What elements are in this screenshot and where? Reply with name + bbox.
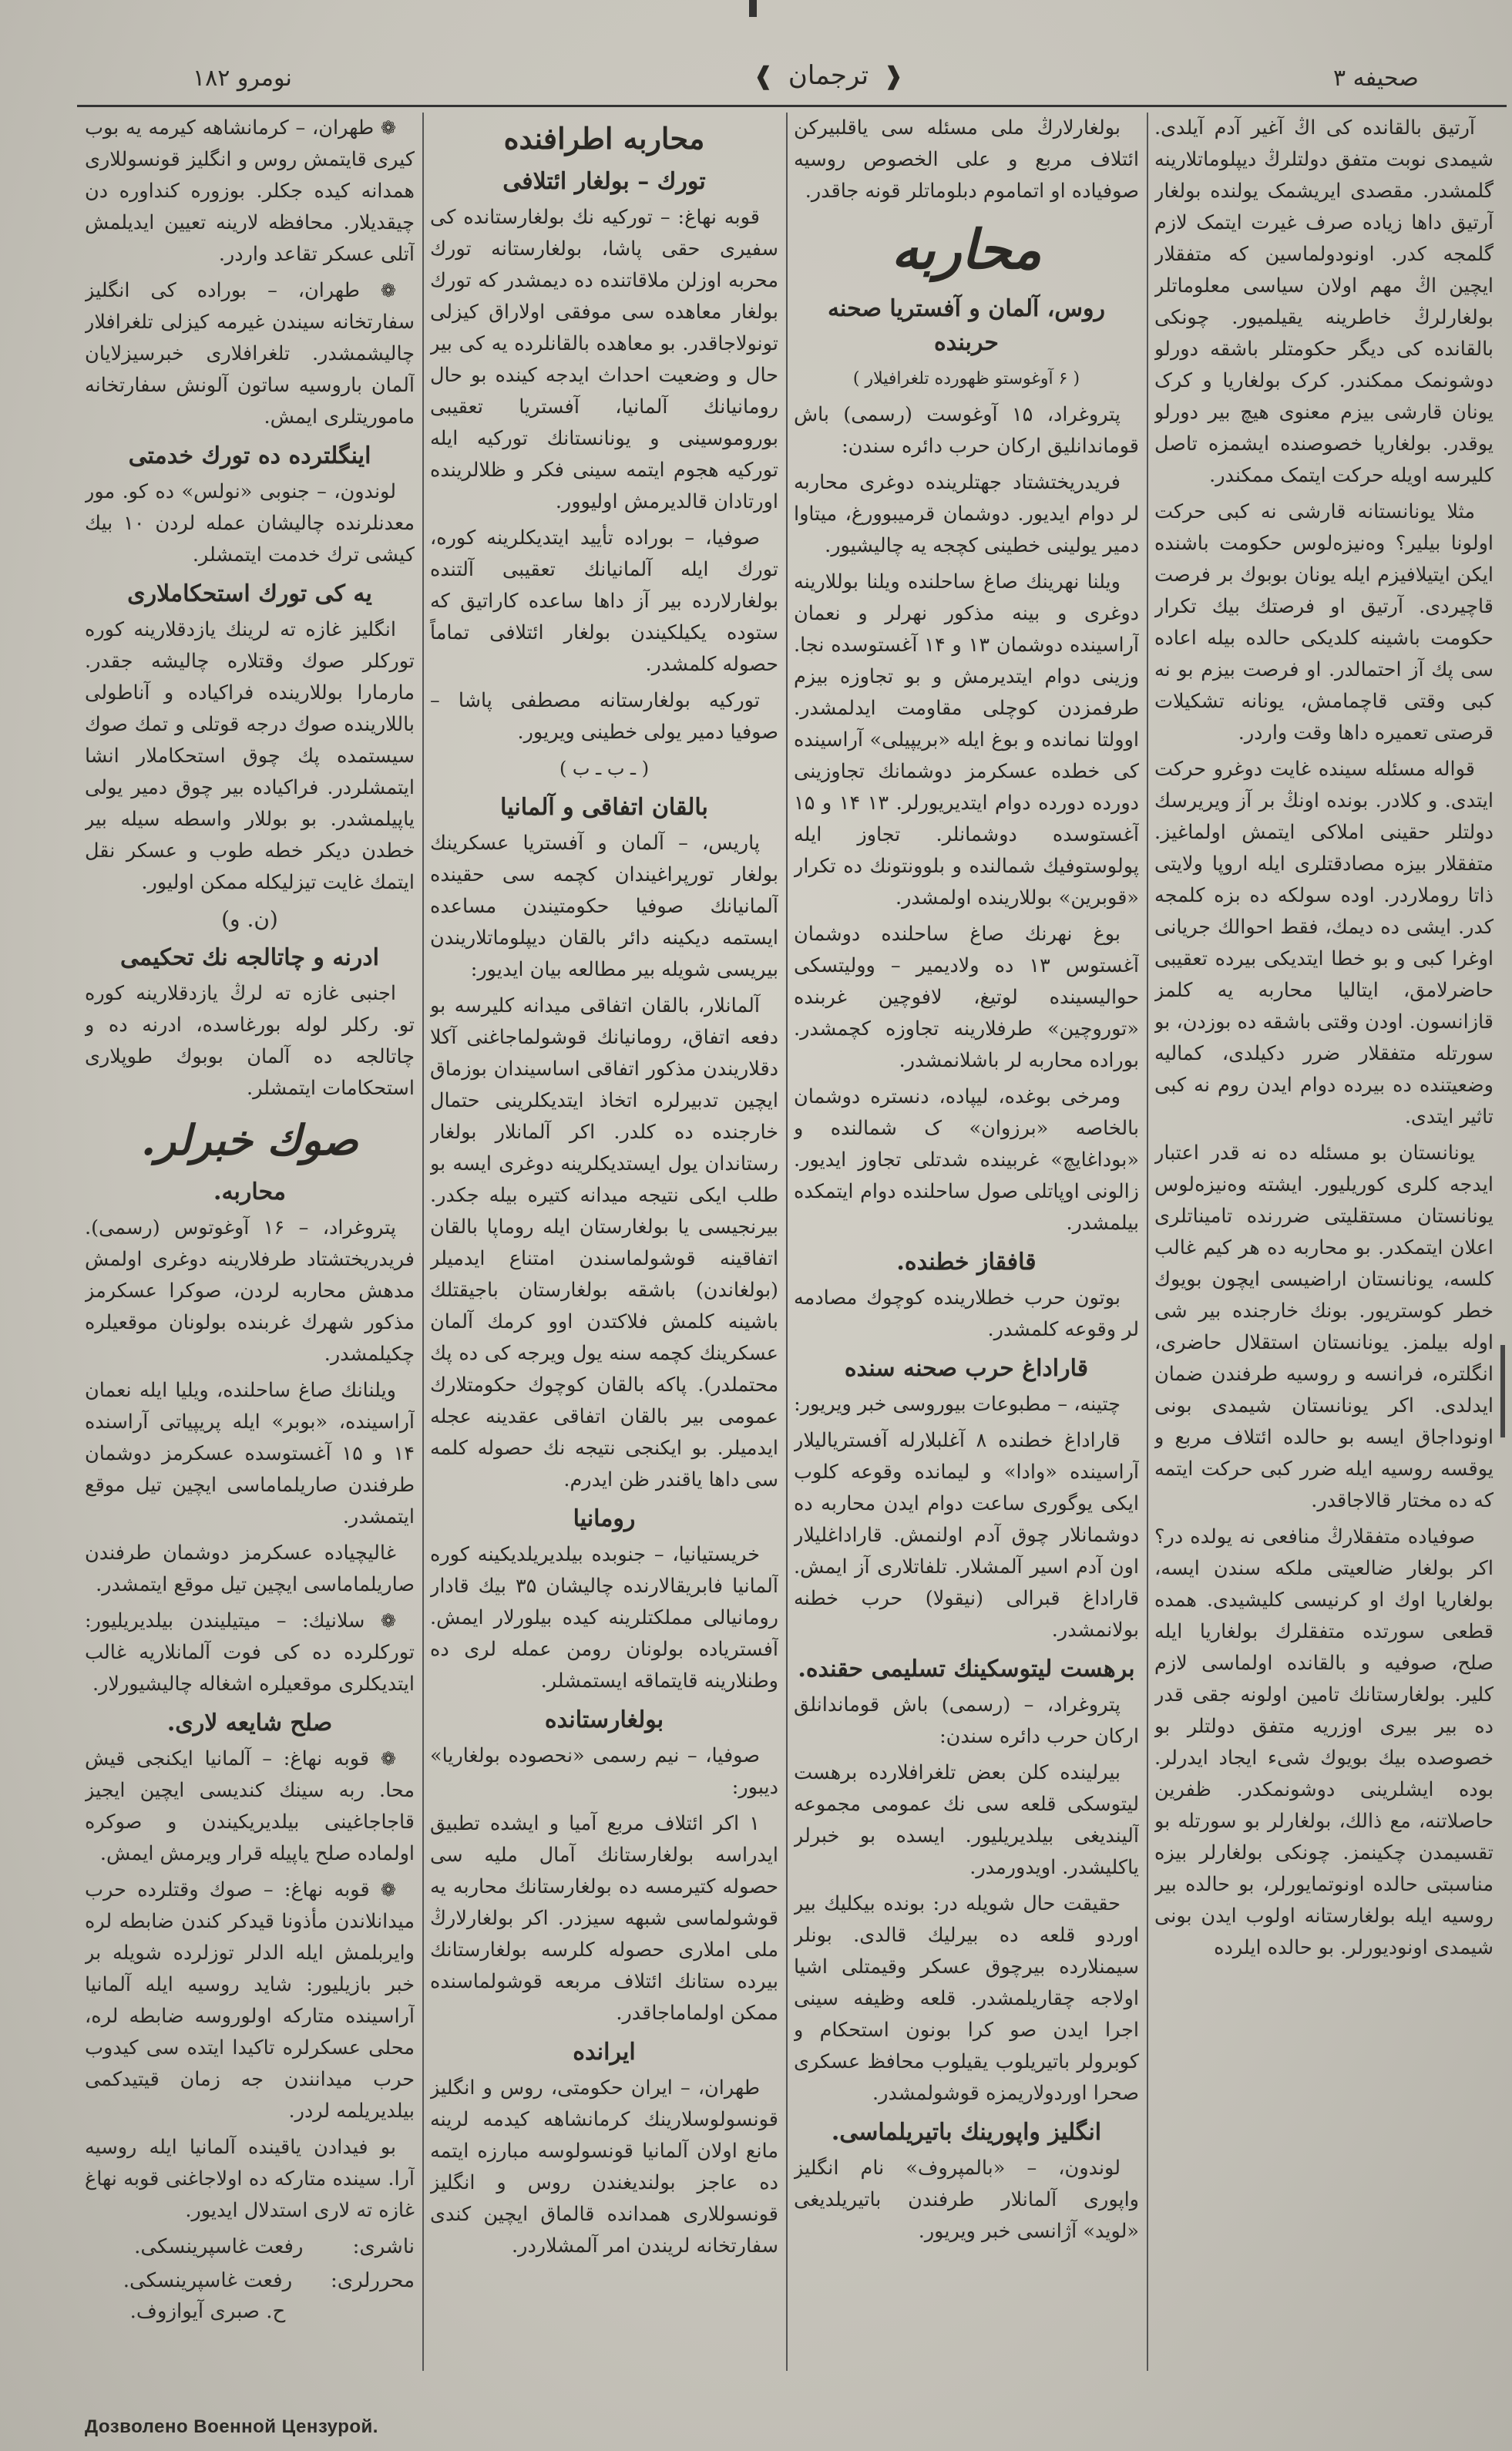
paragraph: آلمانلار، بالقان اتفاقی میدانه کلیرسه بو دفعه اتفاق، رومانیانك قوشولماجاغنی آکلا دقلاریندن مذکور اتفاقی اساسیندان بوزماق ایچین تدبیرلره اتخاذ ایتدیکلرینی حتمال خارجنده ده کلدر. اکر آلمانلار بولغار رستاندان یول ایستدیکلرینه دوغری ایسه بو طلب ایکی نتیجه میدانه کتیره بیله جکدر. بیرنجیسی یا بولغارستان ایله روماپا بالقان اتفاقینه قوشولماسندن امتناع ایدمیلر (بولغاندن) باشقه بولغارستان باجیقتلك باشینه کلمش فلاکتدن اوو کرمك آلمان عسکرینك کچمه سنه یول ویرجه کی ده پك محتملدر). پاکه بالقان کوچوك حکومتلارك عمومی بیر بالقان اتفاقی عقدینه عجله ایدمیلر. بو ایکنجی نتیجه نك حصوله کلمه سی داها یاقندر ظن ایدرم. (430, 994, 778, 1491)
censor-note: Дозволено Военной Цензурой. (85, 2416, 378, 2437)
editors-label: محررلری: (331, 2269, 415, 2292)
publisher-label: ناشری: (352, 2235, 415, 2258)
paragraph: صوفیا، – نیم رسمی «نحصوده بولغاریا» دیبور: (430, 1744, 778, 1799)
floral-bullet-icon: ❁ (380, 1879, 396, 1901)
paragraph: مثلا یونانستانه قارشی نه کبی حرکت اولونا بیلیر؟ وەنیزەلوس حکومت باشنده ایکن ایتیلافیزم ایله یونان بوبوك بر فرصت قاچیردی. آرتیق او فرصتك بیك تکرار حکومت باشینه کلدیکی حالده بیله اعاده سی پك آز احتمالدر. او فرصت بیزم بو نه کبی وقتی قاچمامش، یونانه تشکیلات قرصتی تعمیره داها وقت واردر. (1154, 500, 1494, 745)
section-title-latest-news: صوك خبرلر. (141, 1115, 358, 1165)
page-label: صحیفه ۳ (1333, 65, 1419, 92)
paragraph: پتروغراد، ۱۵ آوغوست (رسمی) باش قوماندانلیق ارکان حرب دائره سندن: (794, 403, 1139, 458)
paragraph (85, 1874, 415, 2127)
paragraph: قوبه نهاغ: – تورکیه نك بولغارستانده کی سفیری حقی پاشا، بولغارستانه تورك محربه اوزلن ملاقاتنده ده دیمشدر که تورك بولغار معاهده سی موفقی اولاراق کیزلی تونولاجاقدر. بو معاهده بالقانلرده یه کی بیر حال و وضعیت احداث ایدجه کینده بو حال رومانیانك آلمانیا، آفستریا تعقیبی بوروموسینی و یونانستانك تورکیه ایله تورکیه هجوم ایتمه سینی فکر و ظلالرینده اورتادان قالدیرمش اولیوور. (430, 206, 778, 513)
paragraph: طهران، – ایران حکومتی، روس و انگلیز قونسولوسلارینك کرمانشاهه کیدمه لرینه مانع اولان آلمانیا قونسولوسه مبارزه ایتمه ده عاجز بولندیغندن روس و انگلیز قونسوللاری همدانده قالماق ایچین کندی سفارتخانه لریندن امر آلمشلاردر. (430, 2076, 778, 2258)
paragraph: بیرلینده کلن بعض تلغرافلارده برهست ليتوسكی قلعه سی نك عمومی مجموعه آلینديغی بیلدیریلیور. ایسده بو خبرلر یاکلیشدر. اویدورمدر. (794, 1761, 1139, 1879)
column-divider (422, 113, 424, 2371)
paragraph: چتینه، – مطبوعات بیوروسی خبر ویریور: (794, 1393, 1121, 1416)
paragraph: یونانستان بو مسئله ده نه قدر اعتبار ایدجه کلری کوریلیور. ایشته وەنیزەلوس یونانستان مستقلیتی ضررنده تامیناتلری اعلان ایتمکدر. بو محاربه ده هر کیم غالب کلسه، یونانستان اراضیسی ایچون بویوك خطر کوستریور. بونك خارجنده بیر شی اوله بیلمز. یونانستان استقلال حاضری، انگلتره، فرانسه و روسیه طرفندن ضمان ایدلدی. اکر یونانستان شیمدی بونی اونوداجاق ایسه بو حالده ائتلاف مربع و یوقسه روسیه ایله ضرر کبی حرکت ایتمه که ده مختار قالاجاقدر. (1154, 1141, 1494, 1512)
headline: یه کی تورك استحکاملاری (127, 580, 372, 607)
headline: ایرانده (573, 2039, 636, 2066)
column-1 (1154, 113, 1494, 2359)
paragraph: بوتون حرب خطلارینده کوچوك مصادمه لر وقوعه کلمشدر. (794, 1286, 1139, 1341)
column-divider (1147, 113, 1148, 2371)
paragraph: حقیقت حال شویله در: بونده بیکلیك بیر اوردو قلعه ده بیرلیك قالدی. بونلر سیمنلارده بیرچوق عسکر وقیمتلی اشیا اولاجه چقاریلمشدر. قلعه وظیفه سینی اجرا ایدن صو کرا بونون استحکام و کوبرولر باتیریلوب یقیلوب محافظ عسکری صحرا اوردولاریمزه قوشولمشدر. (794, 1892, 1139, 2105)
header-rule (77, 105, 1507, 107)
paragraph: بوغ نهرنك صاغ ساحلنده دوشمان آغستوس ۱۳ ده ولادیمیر – وولیتسکی حوالیسینده لوتیغ، لافوچین غربنده «توروچین» طرفلارینه تجاوزه کچمشدر. بوراده محاربه لر باشلانمشدر. (794, 923, 1139, 1072)
paragraph (85, 1743, 415, 1870)
headline-main: محاربه اطرافنده (503, 121, 705, 156)
newspaper-name-text: ترجمان (788, 60, 869, 91)
paragraph: خریستیانیا، – جنوبده بیلدیریلدیکینه کوره آلمانیا فابریقالارنده چالیشان ۳۵ بیك قادار رومانیالی مملکتلرینه کیده بیلورلار ایمش. آفستریاده بولونان رومن عمله لری ده وطنلارینه قایتماقه ایستمشلر. (430, 1543, 778, 1693)
paragraph-text: طهران، – کرمانشاهه کیرمه یه بوب کیری قایتمش روس و انگلیز قونسوللاری همدانه کیده جکلر. بوزوره کنداوره دن چیقدیلار. محافظه لارینه تعیین ایدیلمش آتلی عسکر تقاعد واردر. (85, 116, 415, 266)
headline: تورك – بولغار ائتلافی (502, 168, 706, 195)
page-header (77, 54, 1512, 100)
floral-bullet-icon: ❁ (380, 1610, 397, 1632)
headline: رومانیا (573, 1505, 636, 1532)
paragraph: پاریس، – آلمان و آفستریا عسکرینك بولغار تورپراغیندان کچمه سی حقینده آلمانیانك صوفیا حکومتیندن مساعده ایستمه دیکینه دائر بالقان دیپلوماتلاریندن بیریسی شویله بیر مطالعه بیان ایدیور: (430, 832, 778, 981)
column-divider (786, 113, 788, 2371)
paragraph: پتروغراد، – ۱۶ آوغوتوس (رسمی). فریدریختشتاد طرفلارینه دوغری اولمش مدهش محاربه لردن، صوکرا عسکرمز مذکور شهرك غربنده بولونان موقعیلره چکیلمشدر. (85, 1216, 415, 1366)
floral-bullet-icon: ❁ (380, 1748, 396, 1770)
paragraph (85, 113, 415, 271)
paragraph: ومرخی بوغده، لیپاده، دنستره دوشمان بالخاصه «برزوان» ک شمالنده و «بوداغایچ» غربینده شدتلی تجاوز ایدیور. زالونی اوپاتلی صول ساحلنده دوام ایتمکده بیلمشدر. (794, 1085, 1139, 1235)
paragraph: تورکیه بولغارستانه مصطفی پاشا – صوفیا دمیر یولی خطینی ویریور. (430, 689, 778, 744)
floral-bullet-icon: ❁ (380, 117, 397, 139)
newspaper-name (736, 59, 921, 97)
column-3 (430, 113, 778, 2359)
headline: ادرنه و چاتالجه نك تحکیمی (120, 944, 379, 971)
headline: قافقاز خطنده. (896, 1249, 1037, 1276)
paragraph: پتروغراد، – (رسمی) باش قوماندانلق ارکان حرب دائره سندن: (794, 1693, 1139, 1748)
subheadline: ( ۶ آوغوستو ظهورده تلغرافیلار ) (852, 369, 1080, 388)
headline: اینگلترده ده تورك خدمتی (128, 442, 371, 469)
paragraph: انگلیز غازه ته لرینك یازدقلارینه کوره تورکلر صوك وقتلاره چالیشه جقدر. مارمارا بوللارینده فراکیاده و آناطولی باللارینده صوك درجه قوتلی و تمك صوك سیستمده پك چوق استحکاملار انشا ایتمشلردر. فراکیاده بیر چوق دمیر یولی یاپیلمشدر. بو بوللار واسطه سیله بیر خطدن دیکر خطه طوب و عسکر نقل ایتمك غایت تیزلیکله ممکن اولیور. (85, 618, 415, 894)
floral-bullet-icon: ❁ (380, 280, 396, 301)
paragraph: لوندون، – «بالمپروف» نام انگلیز واپوری آلمانلار طرفندن باتیریلدیغی «لوید» آژانسی خبر ویریور. (794, 2157, 1139, 2243)
publisher-row (85, 2231, 415, 2262)
paragraph-text: طهران، – بوراده کی انگلیز سفارتخانه سیندن غیرمه کیزلی تلغرافلار چالیشمشدر. تلغرافلاری خبرسیزلایان آلمان باروسیه ساتون آلونش سفارتخانه ماموریتلری ایمش. (85, 279, 415, 429)
paragraph: بو فیدادن یاقینده آلمانیا ایله روسیه آرا. سینده متارکه ده اولاجاغنی قوبه نهاغ غازه ته لاری استدلال ایدیور. (85, 2136, 415, 2222)
signature: (ن. و) (221, 906, 278, 932)
headline: محاربه. (213, 1178, 286, 1205)
separator: ( ـ ب ـ ب ) (559, 758, 650, 779)
publisher-name: رفعت غاسپرینسکی. (134, 2235, 304, 2258)
ornament-right-icon: ❱ (882, 61, 904, 90)
paragraph: صوفیا، – بوراده تأیید ایتدیکلرینه کوره، تورك ایله آلمانیانك تعقیبی آلتنده بولغارلارده بیر آز داها ساعده کاراتیق که ستوده یکیلکیندن بولغار ائتلافی تماماً حصوله کلمشدر. (430, 526, 778, 676)
paragraph-text: قوبه نهاغ: – آلمانیا ایکنجی قیش محا. ربه سینك کندیسی ایچین ایجیز قاجاجاغینی بیلدیریکیندن و صوکره اولماده صلح یاپیله قرار ویرمش ایمش. (85, 1747, 415, 1865)
headline: بالقان اتفاقی و آلمانیا (500, 794, 708, 821)
paragraph: قاراداغ خطنده ۸ آغلبلارله آفستریالیلار آراسینده «وادا» و لیمانده وقوعه کلوب ایکی یوگوری ساعت دوام ایدن محاربه ده دوشمانلار چوق آدم اولنمش. قاراداغلیلار اون آدم اسیر آلمشلار. تلفاتلاری آز ایمش. قاراداغ قبرالی (نیقولا) حرب خطنه بولانمشدر. (794, 1429, 1139, 1642)
editor-name: ح. صبری آیوازوف. (129, 2300, 286, 2323)
paragraph: ویلنا نهرینك صاغ ساحلنده ویلنا بوللارینه دوغری و بینه مذکور نهرلر و نعمان آراسینده دوشمان ۱۳ و ۱۴ آغستوسده نجا. وزینی دوام ایتدیرمش و بو تجاوزه بیزم طرفمزدن کوچلی مقاومت ایدلمشدر. اوولتا نمانده و بوغ ایله «بریپیلی» آراسینده کی خطده عسکرمز دوشمانك تجاوزینی دورده دورده دوام ایتدیریورلر. ۱۳ ۱۴ و ۱۵ آغستوسده دوشمانلر. تجاوز ایله پولوستوفیك شمالنده و بلوونتونك ده تکرار «قوبرین» بوللارینده اولمشدر. (794, 570, 1139, 909)
section-title-war: محاربه (891, 217, 1042, 281)
headline: قاراداغ حرب صحنه سنده (844, 1355, 1089, 1382)
paragraph-text: سلانیك: – میتیلیندن بیلدیریلیور: تورکلرده ده کی فوت آلمانلاریه غالب ایتدیکلری موقعیلره اشغاله چالیشیورلار. (85, 1609, 415, 1696)
paragraph: ۱ اکر ائتلاف مربع آمیا و ایشده تطبیق ایدراسه بولغارستانك آمال ملیه سی حصوله کتیرمسه ده بولغارستانك محاربه یه قوشولماسی شبهه سیزدر. اکر بولغارلارڭ ملی املاری حصوله کلرسه بولغارستانك بیرده ستانك ائتلاف مربعه قوشولماسنده ممکن اولماماجاقدر. (430, 1812, 778, 2025)
column-2 (794, 113, 1139, 2359)
paragraph: لوندون، – جنوبی «نولس» ده کو. مور معدنلرنده چالیشان عمله لردن ۱۰ بیك کیشی ترك خدمت ایتمشلر. (85, 480, 415, 567)
paragraph: بولغارلارڭ ملی مسئله سی یاقلبیرکن ائتلاف مربع و علی الخصوص روسیه صوفیاده او اتماموم دبلوماتلر قونه جاقدر. (794, 116, 1139, 203)
headline: صلح شایعه لاری. (166, 1710, 333, 1737)
paragraph-text: قوبه نهاغ: – صوك وقتلرده حرب میدانلاندن مأذونا قیدکر کندن ضابطه لره وایربلمش ایله الدلر توزلرده شویله بر خبر بازیلیور: شاید روسیه ایله آلمانیا آراسینده متارکه اولوروسه ضابطه لره، محلی عسکرلره تاکیدا ایتده سی کیدوب حرب میدانندن جه زمان قیتیدکمی بیلدیریلمه لردر. (85, 1878, 415, 2123)
column-4 (85, 113, 415, 2359)
headline: انگلیز واپورینك باتیریلماسی. (831, 2119, 1102, 2146)
headline: بولغارستانده (544, 1706, 664, 1733)
editors-names (85, 2265, 331, 2327)
headline: برهست ليتوسكينك تسليمی حقنده. (798, 1656, 1135, 1683)
paragraph (85, 1605, 415, 1700)
page-top-mark (749, 0, 757, 17)
paragraph: ویلنانك صاغ ساحلنده، ویلیا ایله نعمان آراسینده، «بوبر» ایله پریپیاتی آراسنده ۱۴ و ۱۵ آغستوسده عسکرمز دوشمان طرفندن صاریلماماسی ایچین تیل موقع ایتمشدر. (85, 1379, 415, 1528)
headline: روس، آلمان و آفستریا صحنه حربنده (827, 295, 1106, 356)
margin-mark (1500, 1345, 1505, 1437)
paragraph: اجنبی غازه ته لرڭ یازدقلارینه کوره تو. رکلر لوله بورغاسده، ادرنه ده و چاتالجه ده آلمان بوبوك طوپلاری استحکامات ایتمشلر. (85, 982, 415, 1100)
paragraph: غالیچیاده عسکرمز دوشمان طرفندن صاریلماماسی ایچین تیل موقع ایتمشدر. (85, 1542, 415, 1596)
paragraph: قواله مسئله سینده غایت دوغرو حرکت ایتدی. و کلادر. بونده اونڭ بر آز ویریرسك دولتلر حقینی املاکی ایتمش اولماغیز. متفقلار بیزه مصادقتلری ایله اروپا ولایتی ذاتا روملاردر. اوده سولکه ده بزه کلمجه کدر. ایشی ده دیمك، فقط احوالك جریانی اوغرا کبی و بو خطا ایتدیکی بیرده تعقیبی حاضرلامق، ایتالیا محاربه یه کلمز قازانسون. اودن وقتی باشقه ده بوزدن، بو سورتله متفقلار ضرر دکیلدی، کمالیه وضعیتنده ده بیرده دوام ایدن روم نه کبی تاثیر ایتدی. (1154, 758, 1494, 1128)
paragraph: آرتیق بالقانده کی اڭ آغیر آدم آیلدی. شیمدی نوبت متفق دولتلرڭ دیپلوماتلارینه گلمشدر. مقصدی ایریشمک یولنده بولغار آرتیق داها زیاده صرف غیرت ایتمک لازم گلمجه کدر. اونودولماسین که متفقلار ایچین اڭ مهم اولان سیاسی معلوماتلر بولغارلرڭ خاطرینه یقیلمیور. چونکی بالقانده کی دیگر حکومتلر باشقه دورلو دوشونمک ممکندر. کرک بولغاریا و کرک یونان قارشی بیزم معنوی هیچ بیر دورلو یوقدر. بولغاریا خصوصنده ایشمزه تاصل کلیرسه اویله حرکت ایتمک ممکندر. (1154, 116, 1494, 487)
editor-name: رفعت غاسپرینسکی. (123, 2269, 293, 2292)
paragraph (85, 275, 415, 433)
paragraph: فریدریختشتاد جهتلرینده دوغری محاربه لر دوام ایدیور. دوشمان قرمیبوورغ، میتاوا دمیر یولینی خطینی کچجه یه چالیشیور. (794, 471, 1139, 557)
paragraph: صوفیاده متفقلارڭ منافعی نه یولده در؟ اکر بولغار ضالعیتی ملکه سندن ایسه، بولغاریا اوك او کرنیسی کلیشیدی. همده قطعی سورتده متفقلرك بولغاریا ایله صلح، صوفیه و بالقانده اولماسی لازم کلیر. بولغارستانك تامین اولونه جقی قدر ده بیر بیری اوزریه متفق دولتلر بو خصوصده بیك بویوك شیء ایجاد ایدرلر. بوده ایشلرینی دوشونمکدر. ظفرین حاصلاتنه، مع ذالك، بولغارلر بو سورتله بو تقسیمدن چکینمز. چونکی بولغارلر بیزه مناسبتی حالده اونوتمایورلر، بو حالده بیر روسیه ایله بولغارستانه اولوب ایدن بونی شیمدی اونودیورلر. بو حالده ایلرده (1154, 1525, 1494, 1959)
issue-number: نومرو ۱۸۲ (193, 65, 292, 92)
ornament-left-icon: ❰ (753, 61, 774, 90)
editors-row (85, 2265, 415, 2327)
